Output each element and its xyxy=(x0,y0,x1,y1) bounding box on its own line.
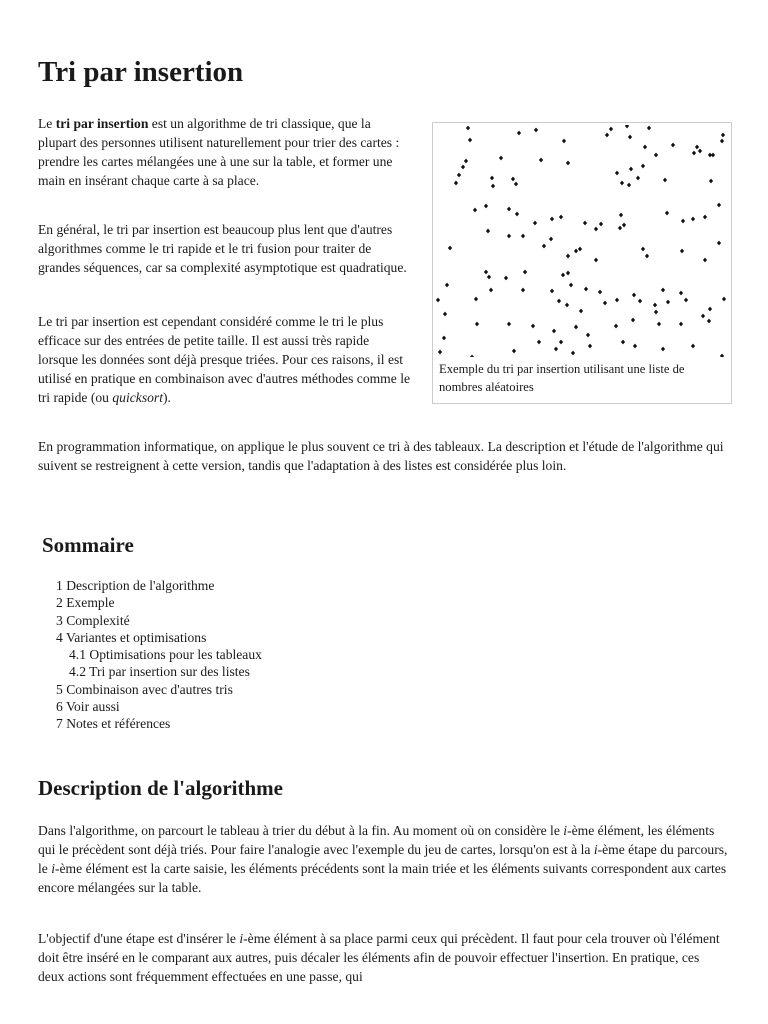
data-point xyxy=(470,355,474,357)
intro-p1-text: Le xyxy=(38,116,56,131)
data-point xyxy=(521,288,525,293)
data-point xyxy=(537,340,541,345)
data-point xyxy=(632,293,636,298)
data-point xyxy=(586,333,590,338)
data-point xyxy=(717,203,721,208)
data-point xyxy=(695,145,699,150)
data-point xyxy=(448,246,452,251)
data-point xyxy=(443,312,447,317)
data-point xyxy=(633,344,637,349)
intro-p1-text-rest: est un algorithme de tri classique, que la plupart des personnes utilisent naturellement pour trier des cartes : prendre les cartes mélangées une à une sur la table, et former une main en insérant chaque carte à sa place. xyxy=(38,116,400,188)
toc-item[interactable]: 7 Notes et références xyxy=(56,716,171,732)
data-point xyxy=(703,215,707,220)
data-point xyxy=(559,215,563,220)
data-point xyxy=(445,283,449,288)
data-point xyxy=(512,349,516,354)
s1p2-text-a: L'objectif d'une étape est d'insérer le xyxy=(38,931,240,946)
data-point xyxy=(654,153,658,158)
data-point xyxy=(598,290,602,295)
s1p1-text-c: -ème étape du parcours, le xyxy=(38,842,728,876)
data-point xyxy=(666,300,670,305)
data-point xyxy=(454,181,458,186)
data-point xyxy=(531,324,535,329)
data-point xyxy=(654,310,658,315)
data-point xyxy=(625,125,629,128)
data-point xyxy=(511,177,515,182)
data-point xyxy=(594,227,598,232)
data-point xyxy=(679,291,683,296)
s1p1-var-i: i xyxy=(563,823,568,838)
data-point xyxy=(484,204,488,209)
data-point xyxy=(561,273,565,278)
table-of-contents xyxy=(56,577,262,733)
data-point xyxy=(638,299,642,304)
s1p2-var-i: i xyxy=(239,931,244,946)
data-point xyxy=(487,275,491,280)
data-point xyxy=(554,347,558,352)
data-point xyxy=(708,307,712,312)
data-point xyxy=(653,303,657,308)
data-point xyxy=(588,344,592,349)
data-point xyxy=(709,179,713,184)
data-point xyxy=(550,289,554,294)
data-point xyxy=(643,145,647,150)
data-point xyxy=(684,298,688,303)
data-point xyxy=(566,161,570,166)
data-point xyxy=(574,325,578,330)
data-point xyxy=(645,254,649,259)
toc-item[interactable]: 2 Exemple xyxy=(56,595,115,611)
data-point xyxy=(603,301,607,306)
s1p2-text-b: -ème élément à sa place parmi ceux qui précèdent. Il faut pour cela trouver où l'élément doit être inséré en le comparant aux autres, puis décaler les éléments afin de pouvoir effectuer l'insertion. En pratique, ces deux actions sont fréquemment effectuées en une passe, qui xyxy=(38,931,720,984)
data-point xyxy=(641,164,645,169)
data-point xyxy=(533,221,537,226)
s1p1-text-d: -ème élément est la carte saisie, les éléments précédents sont la main triée et les éléments suivants correspondent aux cartes encore mélangées sur la table. xyxy=(38,861,727,895)
intro-paragraph-1 xyxy=(38,114,410,190)
data-point xyxy=(615,298,619,303)
data-point xyxy=(619,213,623,218)
data-point xyxy=(707,319,711,324)
data-point xyxy=(475,322,479,327)
data-point xyxy=(562,139,566,144)
data-point xyxy=(614,324,618,329)
data-point xyxy=(523,270,527,275)
data-point xyxy=(457,173,461,178)
page-title: Tri par insertion xyxy=(38,56,244,88)
data-point xyxy=(657,322,661,327)
data-point xyxy=(621,340,625,345)
toc-subitem[interactable]: 4.2 Tri par insertion sur des listes xyxy=(69,664,250,680)
data-point xyxy=(609,127,613,132)
toc-item[interactable]: 3 Complexité xyxy=(56,612,130,628)
data-point xyxy=(542,244,546,249)
data-point xyxy=(717,241,721,246)
data-point xyxy=(692,151,696,156)
data-point xyxy=(722,297,726,302)
data-point xyxy=(599,222,603,227)
s1p1-var-i: i xyxy=(593,842,598,857)
data-point xyxy=(583,221,587,226)
data-point xyxy=(620,181,624,186)
data-point xyxy=(721,133,725,138)
toc-item[interactable]: 1 Description de l'algorithme xyxy=(56,578,215,593)
data-point xyxy=(569,283,573,288)
intro-paragraph-3 xyxy=(38,312,410,407)
data-point xyxy=(680,249,684,254)
data-point xyxy=(534,128,538,133)
insertion-sort-figure[interactable] xyxy=(432,122,732,404)
intro-p1-bold-term: tri par insertion xyxy=(55,116,149,131)
toc-subitem[interactable]: 4.1 Optimisations pour les tableaux xyxy=(69,647,262,663)
data-point xyxy=(629,167,633,172)
data-point xyxy=(552,329,556,334)
intro-p3-text: Le tri par insertion est cependant considéré comme le tri le plus efficace sur des entrées de petite taille. Il est aussi très rapide lorsque les données sont déjà presque triées. Pour ces raisons, il est utilisé en pratique en combinaison avec d'autres méthodes comme le tri rapide (ou xyxy=(38,314,411,405)
data-point xyxy=(691,344,695,349)
data-point xyxy=(622,223,626,228)
data-point xyxy=(468,138,472,143)
data-point xyxy=(663,178,667,183)
data-point xyxy=(486,229,490,234)
data-point xyxy=(507,322,511,327)
data-point xyxy=(438,350,442,355)
toc-title: Sommaire xyxy=(42,533,134,557)
toc-item[interactable]: 4 Variantes et optimisations xyxy=(56,629,207,645)
data-point xyxy=(618,226,622,231)
section1-paragraph-2 xyxy=(38,929,728,986)
data-point xyxy=(507,234,511,239)
data-point xyxy=(708,153,712,158)
data-point xyxy=(665,211,669,216)
data-point xyxy=(574,249,578,254)
data-point xyxy=(507,207,511,212)
intro-p3-text-end: ). xyxy=(162,390,171,405)
data-point xyxy=(594,258,598,263)
data-point xyxy=(474,297,478,302)
data-point xyxy=(720,139,724,144)
data-point xyxy=(491,184,495,189)
data-point xyxy=(549,237,553,242)
data-point xyxy=(517,131,521,136)
data-point xyxy=(473,208,477,213)
data-point xyxy=(514,182,518,187)
s1p1-text-a: Dans l'algorithme, on parcourt le tableau à trier du début à la fin. Au moment où on considère le xyxy=(38,823,564,838)
data-point xyxy=(641,247,645,252)
data-point xyxy=(565,303,569,308)
data-point xyxy=(671,143,675,148)
data-point xyxy=(521,234,525,239)
data-point xyxy=(605,133,609,138)
intro-paragraph-4: En programmation informatique, on applique le plus souvent ce tri à des tableaux. La description et l'étude de l'algorithme qui suivent se restreignent à cette version, tandis que l'adaptation à des listes est considérée plus loin. xyxy=(38,439,724,473)
data-point xyxy=(679,322,683,327)
data-point xyxy=(571,351,575,356)
data-point xyxy=(636,176,640,181)
data-point xyxy=(647,126,651,131)
toc-item[interactable]: 5 Combinaison avec d'autres tris xyxy=(56,681,233,697)
data-point xyxy=(661,288,665,293)
toc-item[interactable]: 6 Voir aussi xyxy=(56,699,120,715)
data-point xyxy=(461,165,465,170)
data-point xyxy=(691,217,695,222)
data-point xyxy=(698,149,702,154)
data-point xyxy=(566,271,570,276)
data-point xyxy=(631,318,635,323)
random-points-image xyxy=(435,125,729,357)
data-point xyxy=(515,212,519,217)
data-point xyxy=(539,158,543,163)
data-point xyxy=(701,314,705,319)
data-point xyxy=(703,258,707,263)
data-point xyxy=(661,347,665,352)
data-point xyxy=(559,340,563,345)
s1p1-text-b: -ème élément, les éléments qui le précèdent sont déjà triés. Pour faire l'analogie avec l'exemple du jeu de cartes, lorsqu'on est à la xyxy=(38,823,715,857)
data-point xyxy=(628,135,632,140)
data-point xyxy=(484,270,488,275)
data-point xyxy=(615,171,619,176)
intro-p3-italic-term: quicksort xyxy=(112,390,163,405)
data-point xyxy=(489,288,493,293)
data-point xyxy=(584,287,588,292)
section-heading-description: Description de l'algorithme xyxy=(38,776,283,800)
data-point xyxy=(578,247,582,252)
section1-paragraph-1 xyxy=(38,821,728,897)
data-point xyxy=(436,298,440,303)
data-point xyxy=(720,354,724,357)
data-point xyxy=(499,156,503,161)
figure-caption: Exemple du tri par insertion utilisant une liste de nombres aléatoires xyxy=(439,362,685,394)
data-point xyxy=(579,309,583,314)
data-point xyxy=(442,336,446,341)
data-point xyxy=(566,254,570,259)
data-point xyxy=(550,217,554,222)
s1p1-var-i: i xyxy=(51,861,55,876)
data-point xyxy=(490,176,494,181)
intro-paragraph-2: En général, le tri par insertion est beaucoup plus lent que d'autres algorithmes comme le tri rapide et le tri fusion pour traiter de grandes séquences, car sa complexité asymptotique est quadratique. xyxy=(38,222,407,275)
data-point xyxy=(681,219,685,224)
data-point xyxy=(557,299,561,304)
data-point xyxy=(466,126,470,131)
data-point xyxy=(504,276,508,281)
data-point xyxy=(627,183,631,188)
data-point xyxy=(464,159,468,164)
